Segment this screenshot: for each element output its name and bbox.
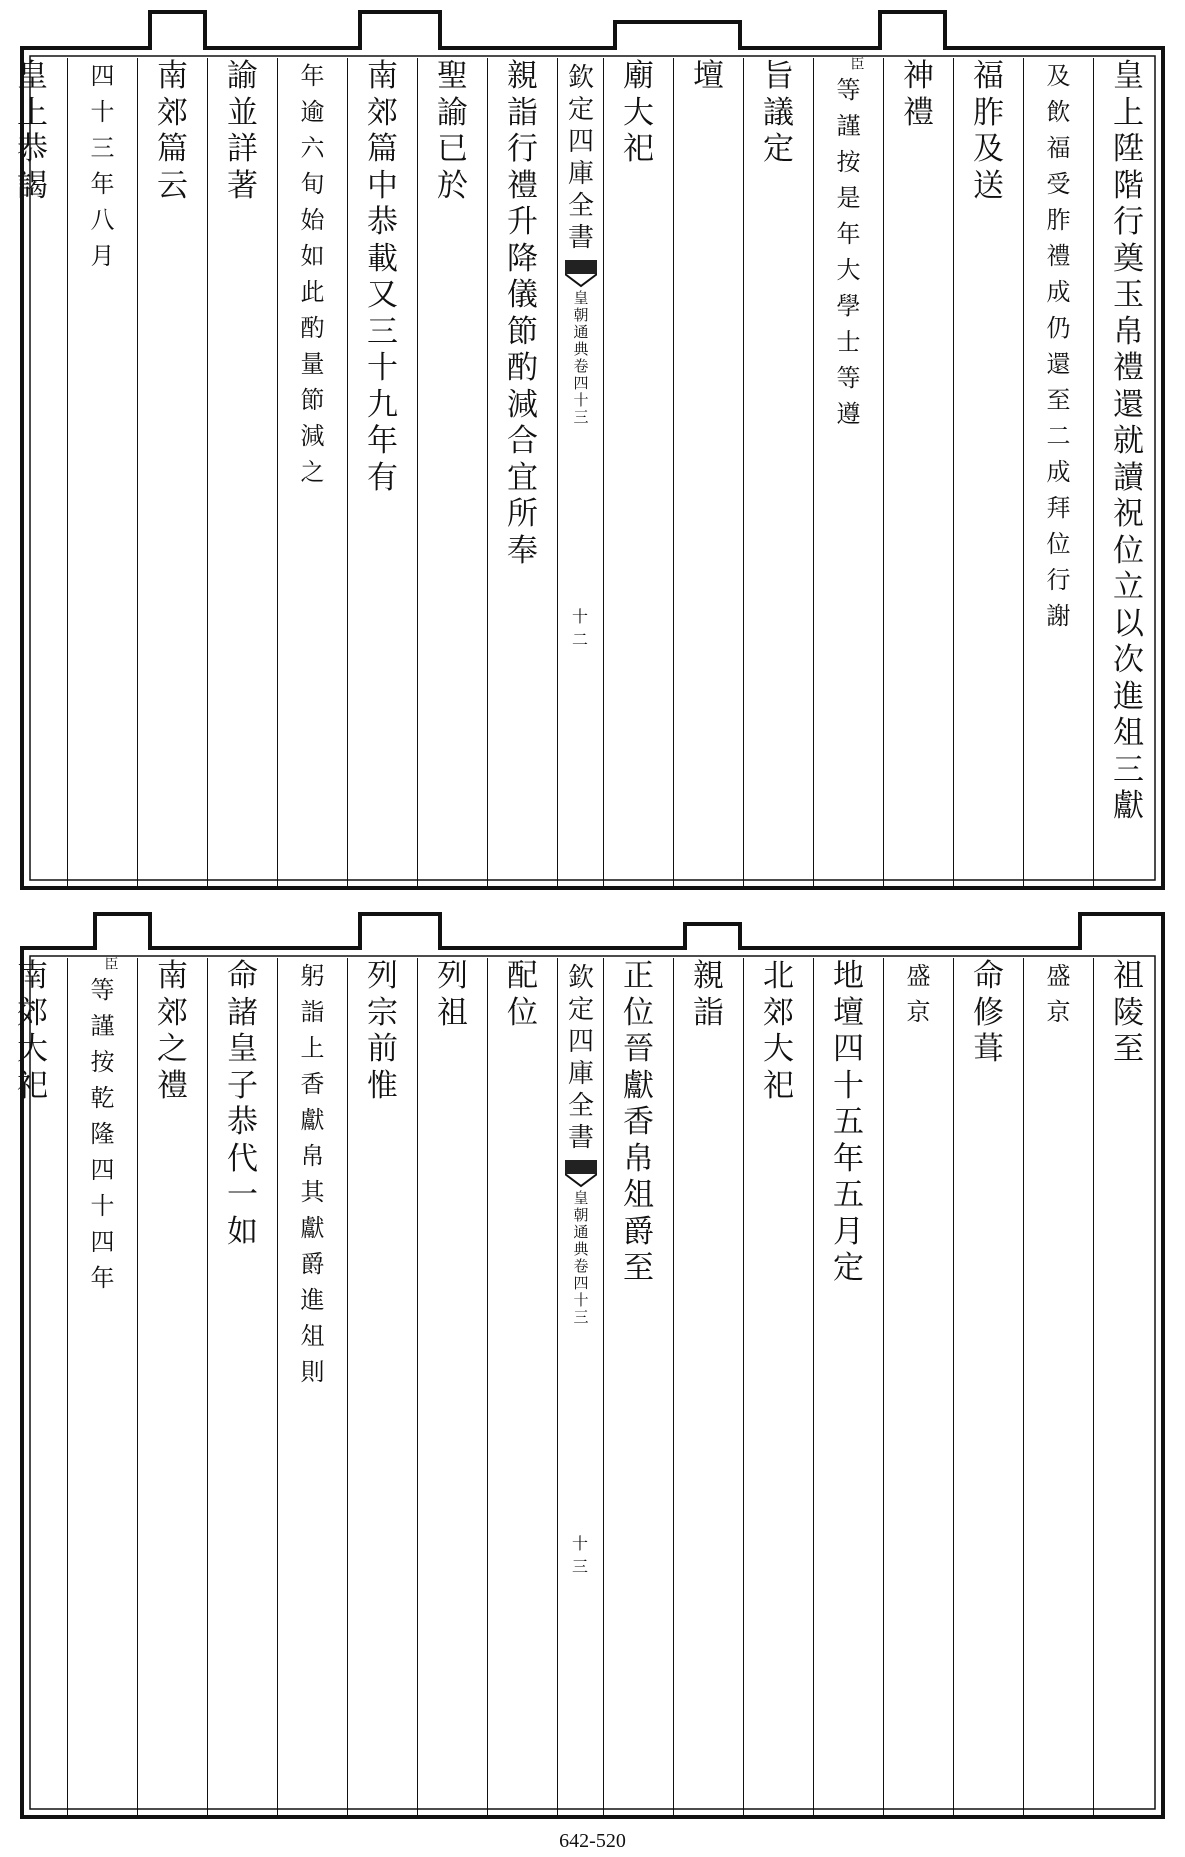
column-text — [1045, 958, 1073, 1030]
column-text — [223, 58, 263, 204]
text-column — [277, 958, 347, 1817]
column-body: 神禮 — [903, 58, 934, 131]
text-column — [603, 958, 673, 1817]
column-text — [905, 958, 933, 1030]
column-body: 命修葺 — [973, 958, 1004, 1067]
column-text — [619, 58, 659, 168]
column-text — [433, 958, 473, 1031]
column-body: 正位晉獻香帛俎爵至 — [623, 958, 654, 1286]
column-text — [689, 958, 729, 1031]
column-body: 配位 — [507, 958, 538, 1031]
text-column — [953, 58, 1023, 890]
text-column — [0, 958, 67, 1817]
column-text — [363, 58, 403, 496]
text-column — [1093, 58, 1163, 890]
column-text — [89, 58, 117, 274]
column-body: 命諸皇子恭代一如 — [227, 958, 258, 1250]
text-column — [1093, 958, 1163, 1817]
column-text — [689, 58, 729, 95]
column-text — [433, 58, 473, 204]
text-column — [953, 958, 1023, 1817]
column-text — [829, 958, 869, 1287]
text-column — [137, 958, 207, 1817]
column-body: 四十三年八月 — [90, 62, 115, 270]
text-column — [1023, 58, 1093, 890]
text-column — [277, 58, 347, 890]
fishtail-mark — [565, 1160, 611, 1184]
center-fold — [557, 958, 603, 1817]
column-text — [759, 58, 799, 168]
column-body: 親詣行禮升降儀節酌減合宜所奉 — [507, 58, 538, 569]
column-body: 旨議定 — [763, 58, 794, 167]
column-body: 列祖 — [437, 958, 468, 1031]
text-column — [743, 58, 813, 890]
column-body: 盛京 — [1046, 962, 1071, 1026]
page-number: 十三 — [572, 1534, 589, 1576]
column-body: 年逾六旬始如此酌量節減之 — [300, 62, 325, 486]
center-fold — [557, 58, 603, 890]
column-text — [223, 958, 263, 1250]
column-text — [503, 958, 543, 1031]
column-text — [503, 58, 543, 569]
text-column — [673, 58, 743, 890]
column-text — [1109, 58, 1149, 825]
column-body: 祖陵至 — [1113, 958, 1144, 1067]
column-body: 南郊篇中恭載又三十九年有 — [367, 58, 398, 496]
text-column — [813, 958, 883, 1817]
text-column — [207, 958, 277, 1817]
text-column — [743, 958, 813, 1817]
text-column — [673, 958, 743, 1817]
column-body: 地壇四十五年五月定 — [833, 958, 864, 1286]
fishtail-mark — [565, 260, 611, 284]
column-text — [299, 58, 327, 490]
text-columns — [17, 57, 1163, 890]
column-text — [1045, 58, 1073, 634]
column-body: 壇 — [693, 58, 724, 94]
page-bottom — [0, 912, 1185, 1827]
column-text — [153, 58, 193, 204]
column-body: 皇上陞階行奠玉帛禮還就讀祝位立以次進俎三獻 — [1113, 58, 1144, 824]
column-text — [759, 958, 799, 1104]
column-body: 北郊大祀 — [763, 958, 794, 1104]
folio-number: 642-520 — [559, 1830, 626, 1852]
minister-tag: 臣 — [104, 957, 119, 973]
column-text — [969, 58, 1009, 204]
text-column — [883, 958, 953, 1817]
text-column — [1023, 958, 1093, 1817]
column-text — [13, 58, 53, 204]
text-column — [813, 58, 883, 890]
column-body: 盛京 — [906, 962, 931, 1026]
text-columns — [17, 957, 1163, 1817]
column-text — [619, 958, 659, 1287]
column-text — [299, 958, 327, 1390]
text-column — [67, 58, 137, 890]
column-text — [899, 58, 939, 131]
column-text — [1109, 958, 1149, 1068]
text-column — [603, 58, 673, 890]
column-body: 等謹按是年大學士等遵 — [836, 76, 861, 428]
column-body: 南郊篇云 — [157, 58, 188, 204]
chapter-label: 皇朝通典 卷四十三 — [573, 289, 589, 426]
column-body: 親詣 — [693, 958, 724, 1031]
column-body: 皇上恭謁 — [17, 58, 48, 204]
column-body: 等謹按乾隆四十四年 — [90, 976, 115, 1292]
column-body: 南郊之禮 — [157, 958, 188, 1104]
column-body: 諭並詳著 — [227, 58, 258, 204]
column-body: 廟大祀 — [623, 58, 654, 167]
column-body: 南郊大祀 — [17, 958, 48, 1104]
column-body: 及飲福受胙禮成仍還至二成拜位行謝 — [1046, 62, 1071, 630]
text-column — [883, 58, 953, 890]
text-column — [487, 958, 557, 1817]
page-number: 十二 — [572, 607, 589, 649]
book-title: 欽定四庫全書 — [567, 63, 594, 253]
column-text — [89, 958, 117, 1296]
text-column — [487, 58, 557, 890]
text-column — [417, 58, 487, 890]
column-text — [153, 958, 193, 1104]
text-column — [0, 58, 67, 890]
text-column — [207, 58, 277, 890]
chapter-label: 皇朝通典 卷四十三 — [573, 1189, 589, 1326]
text-column — [347, 958, 417, 1817]
column-body: 福胙及送 — [973, 58, 1004, 204]
column-body: 列宗前惟 — [367, 958, 398, 1104]
text-column — [137, 58, 207, 890]
column-text — [13, 958, 53, 1104]
column-body: 聖諭已於 — [437, 58, 468, 204]
column-text — [363, 958, 403, 1104]
page-top — [0, 10, 1185, 900]
book-title: 欽定四庫全書 — [567, 963, 594, 1153]
text-column — [417, 958, 487, 1817]
minister-tag: 臣 — [850, 57, 865, 73]
text-column — [67, 958, 137, 1817]
column-body: 躬詣上香獻帛其獻爵進俎則 — [300, 962, 325, 1386]
column-text — [835, 58, 863, 432]
text-column — [347, 58, 417, 890]
column-text — [969, 958, 1009, 1068]
